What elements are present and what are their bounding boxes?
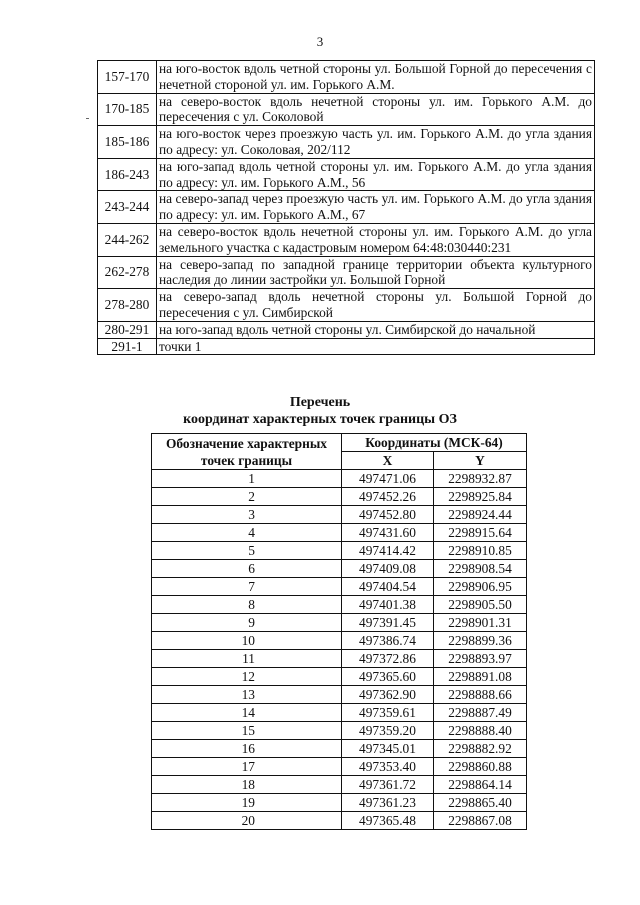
coordinate-x: 497452.26	[342, 488, 434, 506]
segment-row	[98, 338, 595, 355]
coordinate-y: 2298882.92	[434, 740, 527, 758]
coordinate-x: 497404.54	[342, 578, 434, 596]
coordinate-row	[152, 614, 527, 632]
coordinate-x: 497414.42	[342, 542, 434, 560]
segment-row	[98, 126, 595, 159]
segment-range: 291-1	[98, 338, 157, 355]
coordinate-x: 497353.40	[342, 758, 434, 776]
point-number: 17	[152, 758, 342, 776]
coordinate-y: 2298908.54	[434, 560, 527, 578]
coordinate-x: 497345.01	[342, 740, 434, 758]
coordinate-x: 497471.06	[342, 470, 434, 488]
coordinate-x: 497361.72	[342, 776, 434, 794]
segment-range: 262-278	[98, 256, 157, 289]
segment-row	[98, 256, 595, 289]
coordinate-x: 497361.23	[342, 794, 434, 812]
segment-row	[98, 321, 595, 338]
header-coordinates: Координаты (МСК-64)	[342, 434, 527, 452]
coordinate-x: 497452.80	[342, 506, 434, 524]
coordinate-x: 497372.86	[342, 650, 434, 668]
segment-row	[98, 93, 595, 126]
coordinate-y: 2298865.40	[434, 794, 527, 812]
point-number: 16	[152, 740, 342, 758]
segment-description: на юго-восток через проезжую часть ул. им. Горького А.М. до угла здания по адресу: ул. Соколовая, 202/112	[157, 126, 595, 159]
coordinate-y: 2298905.50	[434, 596, 527, 614]
coordinate-y: 2298891.08	[434, 668, 527, 686]
coordinate-y: 2298867.08	[434, 812, 527, 830]
segment-range: 157-170	[98, 61, 157, 94]
coordinates-table	[151, 433, 527, 830]
segment-row	[98, 158, 595, 191]
coordinate-row	[152, 740, 527, 758]
point-number: 15	[152, 722, 342, 740]
coordinate-row	[152, 668, 527, 686]
segment-description: на северо-запад вдоль нечетной стороны ул. Большой Горной до пересечения с ул. Симбирской	[157, 289, 595, 322]
segment-description: на юго-восток вдоль четной стороны ул. Большой Горной до пересечения с нечетной стороной ул. им. Горького А.М.	[157, 61, 595, 94]
point-number: 18	[152, 776, 342, 794]
coordinate-row	[152, 704, 527, 722]
segment-range: 243-244	[98, 191, 157, 224]
coordinate-y: 2298888.40	[434, 722, 527, 740]
coordinate-row	[152, 776, 527, 794]
point-number: 4	[152, 524, 342, 542]
segment-description: на северо-запад через проезжую часть ул. им. Горького А.М. до угла здания по адресу: ул. им. Горького А.М., 67	[157, 191, 595, 224]
point-number: 3	[152, 506, 342, 524]
coordinate-x: 497365.60	[342, 668, 434, 686]
coordinate-row	[152, 812, 527, 830]
point-number: 1	[152, 470, 342, 488]
segment-range: 244-262	[98, 223, 157, 256]
coordinate-row	[152, 524, 527, 542]
section-title: Перечень	[289, 395, 351, 410]
point-number: 20	[152, 812, 342, 830]
point-number: 5	[152, 542, 342, 560]
segment-description: на северо-запад по западной границе территории объекта культурного наследия до линии застройки ул. Большой Горной	[157, 256, 595, 289]
segment-description: на северо-восток вдоль нечетной стороны ул. им. Горького А.М. до угла земельного участка с кадастровым номером 64:48:030440:231	[157, 223, 595, 256]
coordinate-x: 497431.60	[342, 524, 434, 542]
coordinates-body	[152, 470, 527, 830]
point-number: 12	[152, 668, 342, 686]
coordinate-row	[152, 578, 527, 596]
coordinate-row	[152, 506, 527, 524]
section-subtitle: координат характерных точек границы ОЗ	[183, 412, 457, 427]
segment-description: на северо-восток вдоль нечетной стороны ул. им. Горького А.М. до пересечения с ул. Соколовой	[157, 93, 595, 126]
point-number: 14	[152, 704, 342, 722]
coordinate-y: 2298910.85	[434, 542, 527, 560]
segment-range: 186-243	[98, 158, 157, 191]
coordinate-x: 497391.45	[342, 614, 434, 632]
point-number: 13	[152, 686, 342, 704]
coordinate-y: 2298915.64	[434, 524, 527, 542]
coordinate-row	[152, 560, 527, 578]
coordinate-x: 497386.74	[342, 632, 434, 650]
segment-row	[98, 191, 595, 224]
coordinate-row	[152, 488, 527, 506]
point-number: 9	[152, 614, 342, 632]
coordinate-y: 2298893.97	[434, 650, 527, 668]
segments-body	[98, 61, 595, 355]
point-number: 11	[152, 650, 342, 668]
point-number: 2	[152, 488, 342, 506]
point-number: 7	[152, 578, 342, 596]
coordinate-row	[152, 794, 527, 812]
coordinate-y: 2298925.84	[434, 488, 527, 506]
coordinate-row	[152, 542, 527, 560]
coordinate-x: 497409.08	[342, 560, 434, 578]
segment-range: 278-280	[98, 289, 157, 322]
segment-description: на юго-запад вдоль четной стороны ул. им. Горького А.М. до угла здания по адресу: ул. им. Горького А.М., 56	[157, 158, 595, 191]
segment-description: на юго-запад вдоль четной стороны ул. Симбирской до начальной	[157, 321, 595, 338]
segment-range: 185-186	[98, 126, 157, 159]
coordinate-row	[152, 722, 527, 740]
coordinate-x: 497359.20	[342, 722, 434, 740]
point-number: 10	[152, 632, 342, 650]
coordinate-row	[152, 650, 527, 668]
segment-description: точки 1	[157, 338, 595, 355]
header-x: X	[342, 452, 434, 470]
coordinate-y: 2298932.87	[434, 470, 527, 488]
segment-row	[98, 61, 595, 94]
coordinate-row	[152, 686, 527, 704]
coordinate-y: 2298906.95	[434, 578, 527, 596]
point-number: 6	[152, 560, 342, 578]
coordinate-y: 2298860.88	[434, 758, 527, 776]
coordinate-x: 497401.38	[342, 596, 434, 614]
coordinate-y: 2298887.49	[434, 704, 527, 722]
coordinate-x: 497359.61	[342, 704, 434, 722]
margin-mark	[86, 118, 89, 119]
segment-range: 170-185	[98, 93, 157, 126]
coordinate-row	[152, 758, 527, 776]
point-number: 19	[152, 794, 342, 812]
header-points: Обозначение характерных точек границы	[152, 434, 342, 470]
coordinate-x: 497365.48	[342, 812, 434, 830]
segment-range: 280-291	[98, 321, 157, 338]
header-y: Y	[434, 452, 527, 470]
coordinate-y: 2298924.44	[434, 506, 527, 524]
coordinates-header	[152, 434, 527, 470]
coordinate-y: 2298899.36	[434, 632, 527, 650]
boundary-segments-table	[97, 60, 595, 355]
coordinate-row	[152, 596, 527, 614]
coordinate-y: 2298864.14	[434, 776, 527, 794]
coordinate-row	[152, 632, 527, 650]
coordinate-x: 497362.90	[342, 686, 434, 704]
segment-row	[98, 289, 595, 322]
segment-row	[98, 223, 595, 256]
page-number: 3	[316, 34, 324, 49]
coordinate-y: 2298901.31	[434, 614, 527, 632]
coordinate-row	[152, 470, 527, 488]
point-number: 8	[152, 596, 342, 614]
coordinate-y: 2298888.66	[434, 686, 527, 704]
